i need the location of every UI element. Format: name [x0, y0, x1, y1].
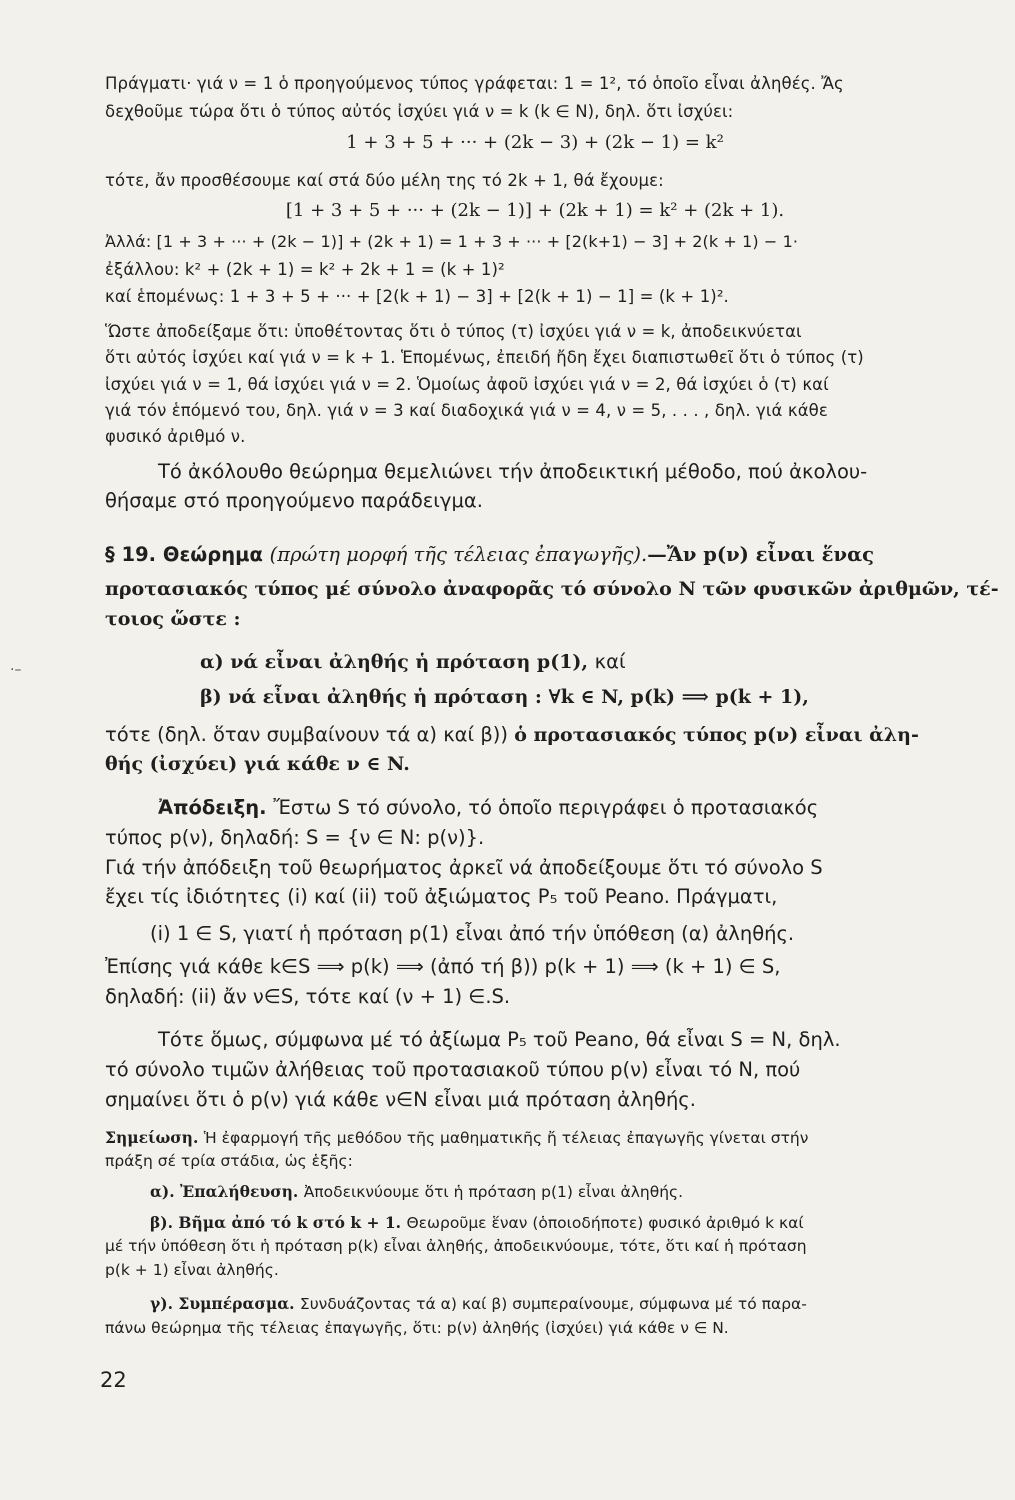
theorem-subtitle: (πρώτη μορφή τῆς τέλειας ἐπαγωγῆς).: [269, 543, 648, 566]
proof-line: ἔχει τίς ἰδιότητες (i) καί (ii) τοῦ ἀξιώματος P₅ τοῦ Peano. Πράγματι,: [105, 885, 778, 908]
page-number: 22: [100, 1368, 127, 1392]
equation: καί ἑπομένως: 1 + 3 + 5 + ··· + [2(k + 1) − 3] + [2(k + 1) − 1] = (k + 1)².: [105, 287, 729, 306]
proof-line: σημαίνει ὅτι ὁ p(ν) γιά κάθε ν∈N εἶναι μιά πρόταση ἀληθής.: [105, 1088, 696, 1111]
step-text: Ἀποδεικνύουμε ὅτι ἡ πρόταση p(1) εἶναι ἀληθής.: [303, 1183, 684, 1201]
text-line: ὅτι αὐτός ἰσχύει καί γιά ν = k + 1. Ἑπομένως, ἐπειδή ἤδη ἔχει διαπιστωθεῖ ὅτι ὁ τύπος (τ): [105, 348, 864, 367]
theorem-conclusion: θής (ἰσχύει) γιά κάθε ν ∈ N.: [105, 753, 410, 775]
step-text: Συνδυάζοντας τά α) καί β) συμπεραίνουμε, σύμφωνα μέ τό παρα-: [299, 1295, 807, 1313]
theorem-text: προτασιακός τύπος μέ σύνολο ἀναφορᾶς τό σύνολο N τῶν φυσικῶν ἀριθμῶν, τέ-: [105, 578, 999, 600]
conjunction: καί: [594, 650, 626, 673]
step-label: β). Βῆμα ἀπό τό k στό k + 1.: [150, 1213, 407, 1232]
note-step: [150, 1182, 1010, 1201]
proof-line: τό σύνολο τιμῶν ἀλήθειας τοῦ προτασιακοῦ τύπου p(ν) εἶναι τό N, πού: [105, 1058, 801, 1081]
text-line: Πράγματι· γιά ν = 1 ὁ προηγούμενος τύπος γράφεται: 1 = 1², τό ὁποῖο εἶναι ἀληθές. Ἄς: [105, 74, 844, 93]
note-step: [150, 1294, 1010, 1313]
note-text: Ἡ ἐφαρμογή τῆς μεθόδου τῆς μαθηματικῆς ἤ τέλειας ἐπαγωγῆς γίνεται στήν: [203, 1129, 809, 1147]
note-line: μέ τήν ὑπόθεση ὅτι ἡ πρόταση p(k) εἶναι ἀληθής, ἀποδεικνύουμε, τότε, ὅτι καί ἡ πρόταση: [105, 1237, 807, 1255]
equation: Ἀλλά: [1 + 3 + ··· + (2k − 1)] + (2k + 1) = 1 + 3 + ··· + [2(k+1) − 3] + 2(k + 1) − 1·: [105, 232, 799, 251]
theorem-condition: [200, 650, 1015, 673]
note-step: [150, 1213, 1010, 1232]
theorem-text: —Ἄν p(ν) εἶναι ἕνας: [647, 543, 874, 566]
equation: [1 + 3 + 5 + ··· + (2k − 1)] + (2k + 1) = k² + (2k + 1).: [285, 200, 785, 221]
step-label: γ). Συμπέρασμα.: [150, 1294, 300, 1313]
note-label: Σημείωση.: [105, 1128, 204, 1147]
proof-label: Ἀπόδειξη.: [158, 796, 274, 819]
step-text: Θεωροῦμε ἕναν (ὁποιοδήποτε) φυσικό ἀριθμό k καί: [406, 1214, 804, 1232]
proof-line: (i) 1 ∈ S, γιατί ἡ πρόταση p(1) εἶναι ἀπό τήν ὑπόθεση (α) ἀληθής.: [150, 922, 795, 945]
theorem-conclusion: [105, 723, 965, 746]
equation: ἐξάλλου: k² + (2k + 1) = k² + 2k + 1 = (k + 1)²: [105, 260, 505, 279]
proof-line: Ἐπίσης γιά κάθε k∈S ⟹ p(k) ⟹ (ἀπό τή β)) p(k + 1) ⟹ (k + 1) ∈ S,: [105, 955, 781, 978]
note-line: p(k + 1) εἶναι ἀληθής.: [105, 1261, 279, 1279]
text-line: τότε, ἄν προσθέσουμε καί στά δύο μέλη της τό 2k + 1, θά ἔχουμε:: [105, 171, 664, 190]
proof-line: [158, 796, 1015, 819]
text-line: δεχθοῦμε τώρα ὅτι ὁ τύπος αὐτός ἰσχύει γιά ν = k (k ∈ N), δηλ. ὅτι ἰσχύει:: [105, 102, 734, 121]
note-line: πράξη σέ τρία στάδια, ὡς ἑξῆς:: [105, 1152, 353, 1170]
note-line: [105, 1128, 965, 1147]
theorem-heading: [105, 543, 965, 566]
proof-line: Τότε ὅμως, σύμφωνα μέ τό ἀξίωμα P₅ τοῦ Peano, θά εἶναι S = N, δηλ.: [158, 1028, 841, 1051]
text-line: γιά τόν ἑπόμενό του, δηλ. γιά ν = 3 καί διαδοχικά γιά ν = 4, ν = 5, . . . , δηλ. γιά κάθε: [105, 401, 828, 420]
condition-b: β) νά εἶναι ἀληθής ἡ πρόταση : ∀k ∈ N, p(k) ⟹ p(k + 1),: [200, 686, 809, 708]
text-line: Ὥστε ἀποδείξαμε ὅτι: ὑποθέτοντας ὅτι ὁ τύπος (τ) ἰσχύει γιά ν = k, ἀποδεικνύεται: [105, 322, 802, 341]
margin-mark: ·–: [10, 662, 22, 678]
text-line: Τό ἀκόλουθο θεώρημα θεμελιώνει τήν ἀποδεικτική μέθοδο, πού ἀκολου-: [158, 460, 868, 483]
proof-line: Γιά τήν ἀπόδειξη τοῦ θεωρήματος ἀρκεῖ νά ἀποδείξουμε ὅτι τό σύνολο S: [105, 856, 823, 879]
theorem-text: τοιος ὥστε :: [105, 608, 241, 630]
proof-text: Ἔστω S τό σύνολο, τό ὁποῖο περιγράφει ὁ προτασιακός: [273, 796, 819, 819]
proof-line: τύπος p(ν), δηλαδή: S = {ν ∈ N: p(ν)}.: [105, 826, 485, 849]
text-line: φυσικό ἀριθμό ν.: [105, 427, 246, 446]
equation: 1 + 3 + 5 + ··· + (2k − 3) + (2k − 1) = k²: [346, 132, 724, 153]
step-label: α). Ἐπαλήθευση.: [150, 1182, 304, 1201]
section-label: § 19. Θεώρημα: [105, 543, 270, 566]
text-line: ἰσχύει γιά ν = 1, θά ἰσχύει γιά ν = 2. Ὁμοίως ἀφοῦ ἰσχύει γιά ν = 2, θά ἰσχύει ὁ (τ) καί: [105, 375, 829, 394]
condition-a: α) νά εἶναι ἀληθής ἡ πρόταση p(1),: [200, 651, 595, 673]
text-line: θήσαμε στό προηγούμενο παράδειγμα.: [105, 489, 483, 512]
note-line: πάνω θεώρημα τῆς τέλειας ἐπαγωγῆς, ὅτι: p(ν) ἀληθής (ἰσχύει) γιά κάθε ν ∈ N.: [105, 1319, 729, 1337]
proof-line: δηλαδή: (ii) ἄν ν∈S, τότε καί (ν + 1) ∈.S.: [105, 985, 511, 1008]
conclusion-prefix: τότε (δηλ. ὅταν συμβαίνουν τά α) καί β)): [105, 723, 515, 746]
conclusion-bold: ὁ προτασιακός τύπος p(ν) εἶναι ἀλη-: [514, 724, 919, 746]
